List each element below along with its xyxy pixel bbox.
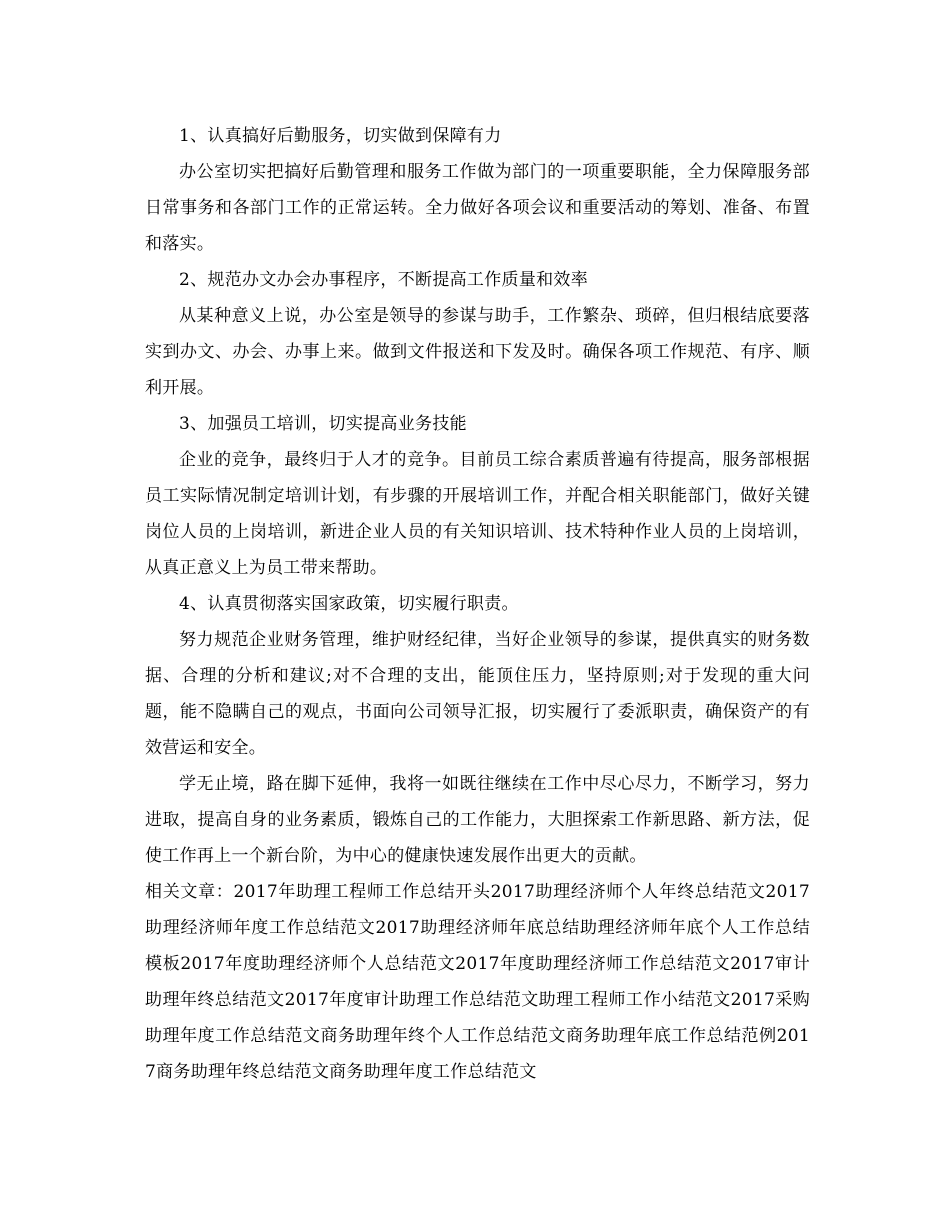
section-heading-3: 3、加强员工培训，切实提高业务技能 bbox=[179, 414, 467, 434]
section-paragraph-2: 从某种意义上说，办公室是领导的参谋与助手，工作繁杂、琐碎，但归根结底要落实到办文、办会、办事上来。做到文件报送和下发及时。确保各项工作规范、有序、顺利开展。 bbox=[145, 306, 810, 398]
section-heading-2: 2、规范办文办会办事程序，不断提高工作质量和效率 bbox=[179, 270, 589, 290]
section-paragraph-1: 办公室切实把搞好后勤管理和服务工作做为部门的一项重要职能，全力保障服务部日常事务和各部门工作的正常运转。全力做好各项会议和重要活动的筹划、准备、布置和落实。 bbox=[145, 162, 810, 254]
section-paragraph-3: 企业的竞争，最终归于人才的竞争。目前员工综合素质普遍有待提高，服务部根据员工实际情况制定培训计划，有步骤的开展培训工作，并配合相关职能部门，做好关键岗位人员的上岗培训，新进企业人员的有关知识培训、技术特种作业人员的上岗培训，从真正意义上为员工带来帮助。 bbox=[145, 450, 810, 578]
section-paragraph-4: 努力规范企业财务管理，维护财经纪律，当好企业领导的参谋，提供真实的财务数据、合理的分析和建议;对不合理的支出，能顶住压力，坚持原则;对于发现的重大问题，能不隐瞒自己的观点，书面向公司领导汇报，切实履行了委派职责，确保资产的有效营运和安全。 bbox=[145, 630, 810, 758]
document-body bbox=[145, 118, 810, 1090]
closing-paragraph: 学无止境，路在脚下延伸，我将一如既往继续在工作中尽心尽力，不断学习，努力进取，提高自身的业务素质，锻炼自己的工作能力，大胆探索工作新思路、新方法，促使工作再上一个新台阶，为中心的健康快速发展作出更大的贡献。 bbox=[145, 774, 810, 866]
section-heading-4: 4、认真贯彻落实国家政策，切实履行职责。 bbox=[179, 594, 519, 614]
section-heading-1: 1、认真搞好后勤服务，切实做到保障有力 bbox=[179, 126, 502, 146]
related-articles: 相关文章：2017年助理工程师工作总结开头2017助理经济师个人年终总结范文2017助理经济师年度工作总结范文2017助理经济师年底总结助理经济师年底个人工作总结模板2017年度助理经济师个人总结范文2017年度助理经济师工作总结范文2017审计助理年终总结范文2017年度审计助理工作总结范文助理工程师工作小结范文2017采购助理年度工作总结范文商务助理年终个人工作总结范文商务助理年底工作总结范例2017商务助理年终总结范文商务助理年度工作总结范文 bbox=[145, 882, 810, 1082]
